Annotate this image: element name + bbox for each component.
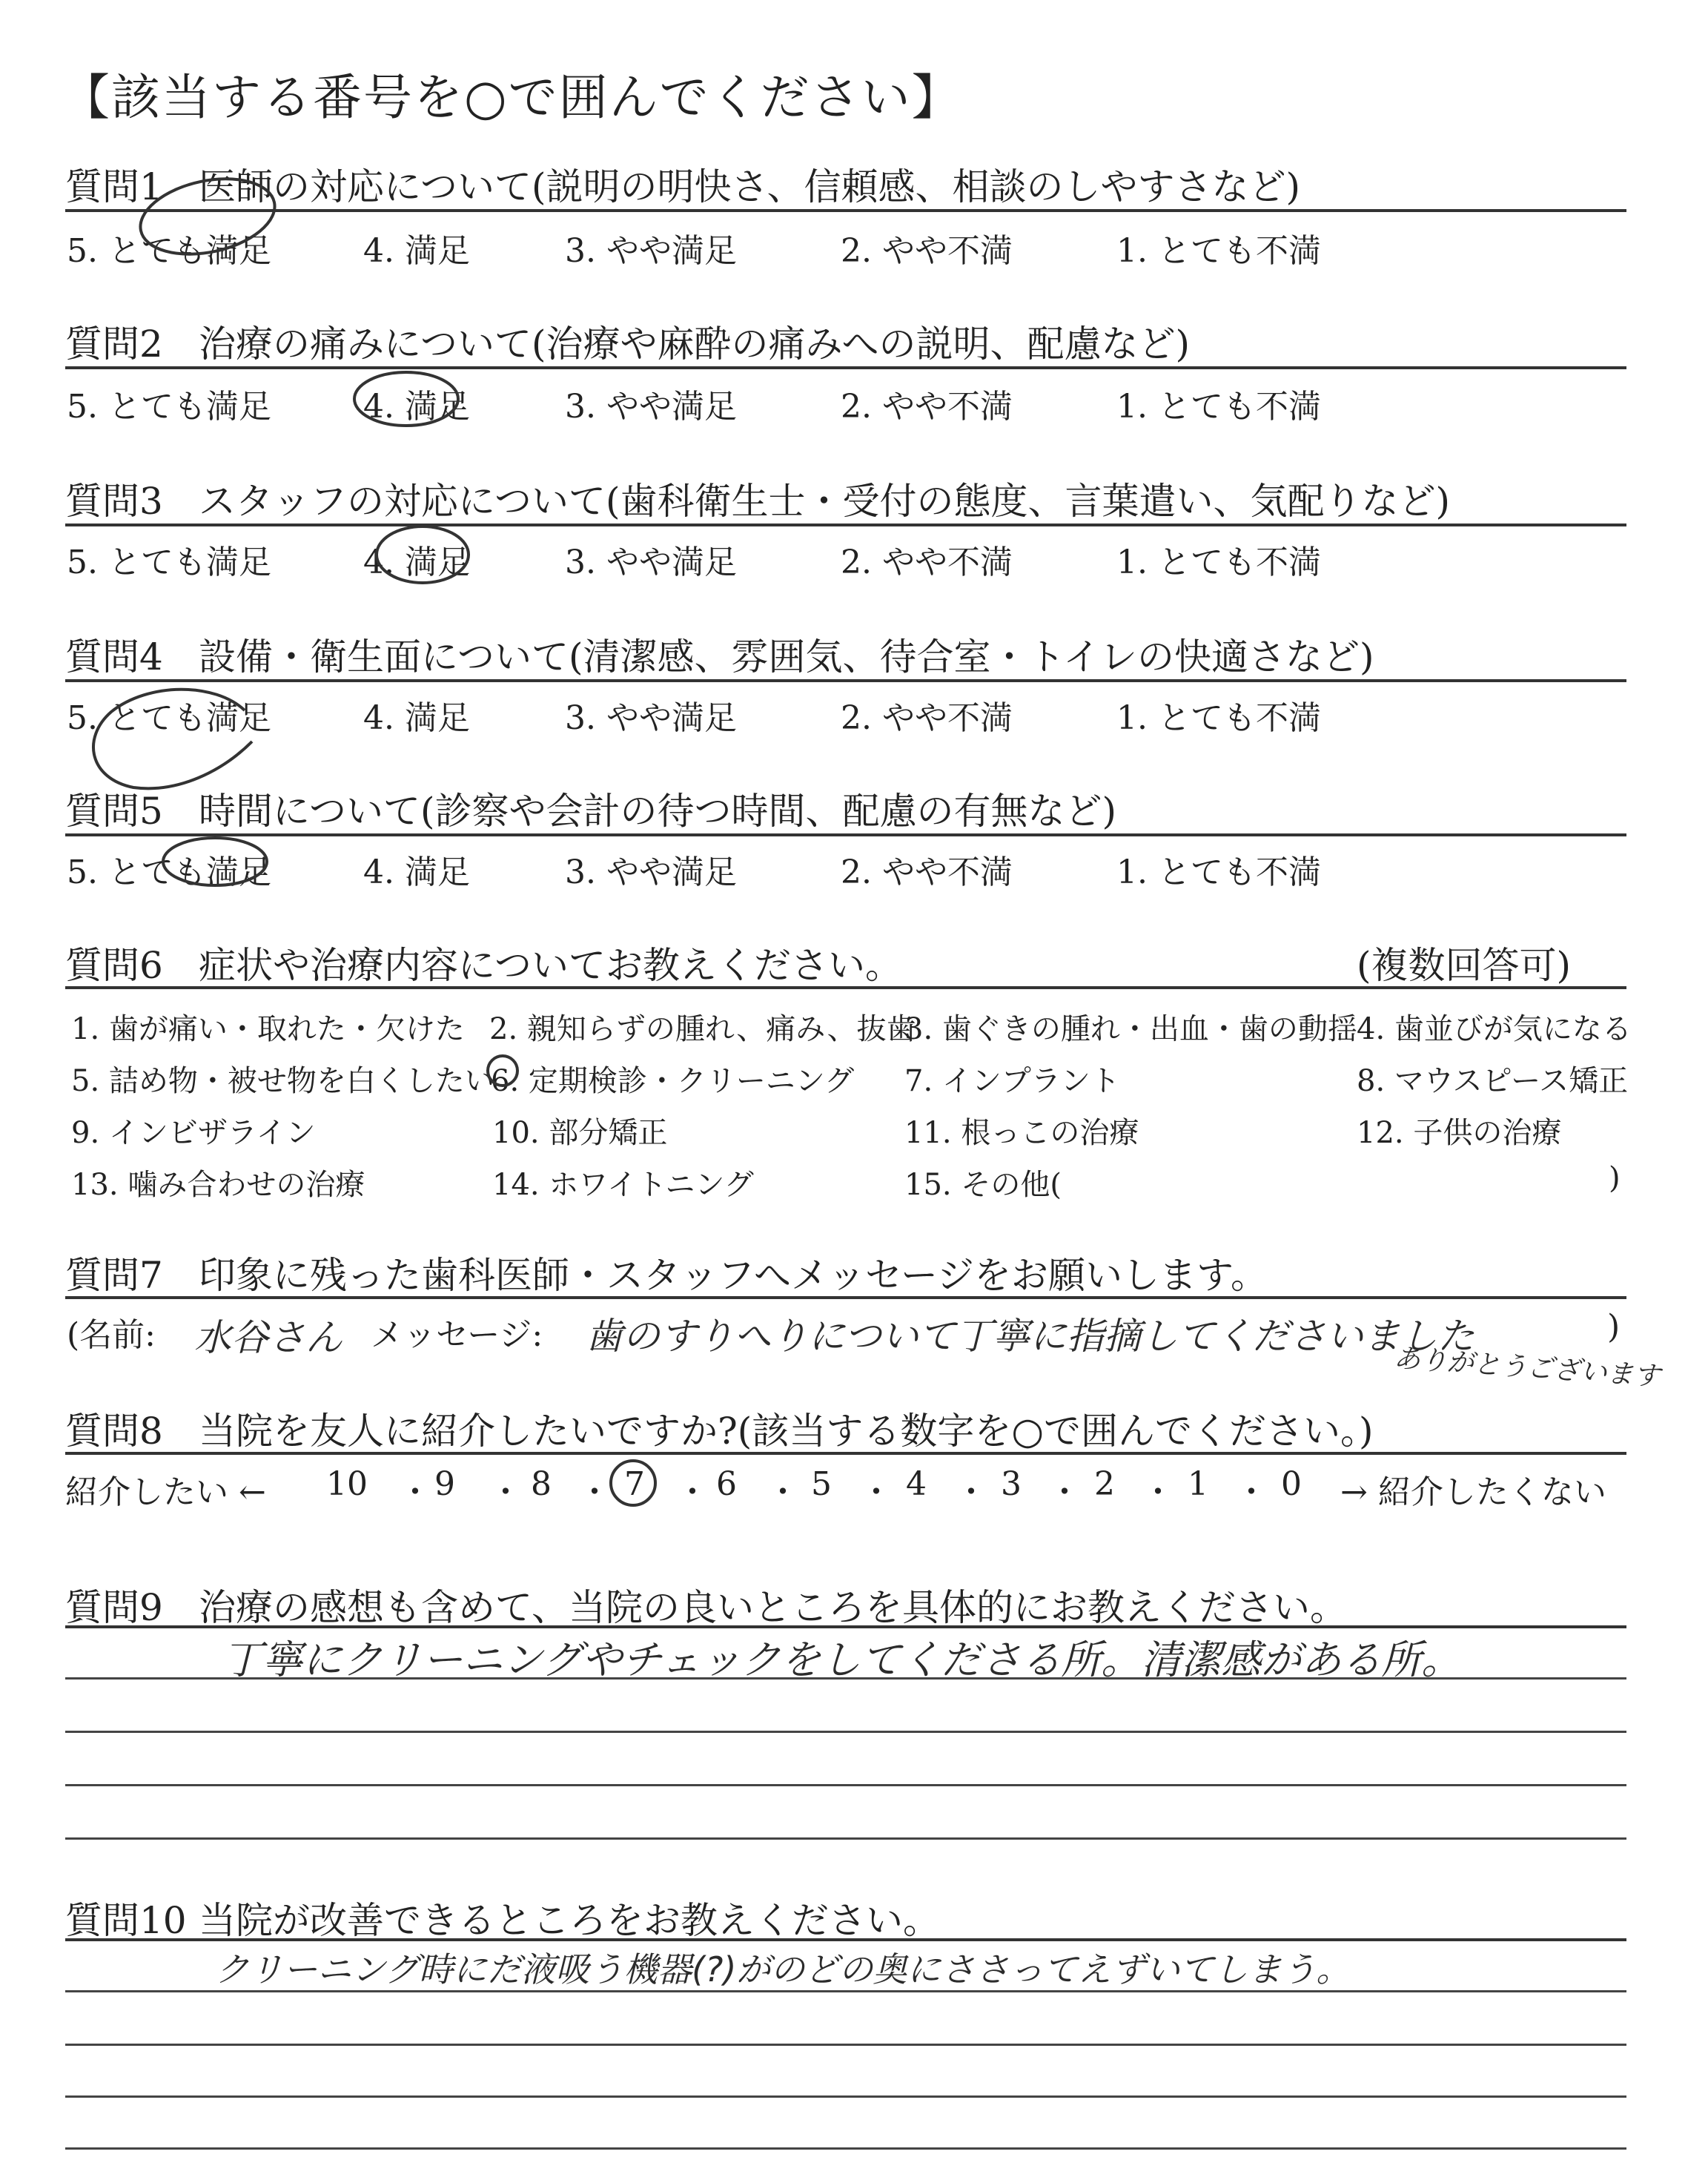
scale-right-label: → 紹介したくない — [1340, 1473, 1606, 1511]
question-9-text: 治療の感想も含めて、当院の良いところを具体的にお教えください。 — [199, 1586, 1347, 1629]
scale-4[interactable]: 4 — [906, 1465, 927, 1503]
scale-dot: ・ — [767, 1473, 799, 1511]
question-8-text: 当院を友人に紹介したいですか?(該当する数字を○で囲んでください。) — [199, 1410, 1374, 1453]
checkbox-item-7[interactable]: 7. インプラント — [904, 1064, 1120, 1098]
checkbox-item-14[interactable]: 14. ホワイトニング — [492, 1168, 754, 1202]
scale-dot: ・ — [1048, 1473, 1081, 1511]
option-3[interactable]: 3. やや満足 — [565, 232, 737, 270]
checkbox-item-9[interactable]: 9. インビザライン — [71, 1116, 316, 1150]
scale-dot: ・ — [955, 1473, 987, 1511]
option-3[interactable]: 3. やや満足 — [565, 388, 737, 426]
checkbox-item-4[interactable]: 4. 歯並びが気になる — [1357, 1012, 1632, 1046]
question-1-text: 医師の対応について(説明の明快さ、信頼感、相談のしやすさなど) — [199, 165, 1301, 208]
option-3[interactable]: 3. やや満足 — [565, 699, 737, 737]
question-5-text: 時間について(診察や会計の待つ時間、配慮の有無など) — [199, 790, 1117, 833]
selection-circle-q3 — [377, 526, 469, 583]
checkbox-item-1[interactable]: 1. 歯が痛い・取れた・欠けた — [71, 1012, 465, 1046]
selection-circle-q8 — [611, 1461, 655, 1505]
scale-8[interactable]: 8 — [531, 1465, 552, 1503]
name-value[interactable]: 水谷さん — [194, 1316, 342, 1359]
option-2[interactable]: 2. やや不満 — [841, 699, 1013, 737]
selection-circle-q6 — [488, 1056, 517, 1086]
option-2[interactable]: 2. やや不満 — [841, 232, 1013, 270]
question-1-label: 質問1 — [65, 165, 163, 208]
scale-dot: ・ — [578, 1473, 611, 1511]
question-3-text: スタッフの対応について(歯科衛生士・受付の態度、言葉遣い、気配りなど) — [199, 480, 1451, 523]
scale-dot: ・ — [676, 1473, 709, 1511]
option-4[interactable]: 4. 満足 — [363, 699, 470, 737]
checkbox-item-2[interactable]: 2. 親知らずの腫れ、痛み、抜歯 — [489, 1012, 916, 1046]
scale-9[interactable]: 9 — [434, 1465, 455, 1503]
option-4[interactable]: 4. 満足 — [363, 232, 470, 270]
option-3[interactable]: 3. やや満足 — [565, 544, 737, 581]
scale-dot: ・ — [1142, 1473, 1174, 1511]
selection-circle-q5 — [163, 838, 267, 885]
question-6-text: 症状や治療内容についてお教えください。 — [199, 944, 902, 987]
selection-circle-q1 — [133, 168, 282, 265]
checkbox-item-12[interactable]: 12. 子供の治療 — [1357, 1116, 1562, 1150]
scale-5[interactable]: 5 — [811, 1465, 832, 1503]
option-1[interactable]: 1. とても不満 — [1116, 232, 1321, 270]
scale-0[interactable]: 0 — [1281, 1465, 1302, 1503]
question-7-text: 印象に残った歯科医師・スタッフへメッセージをお願いします。 — [199, 1254, 1268, 1297]
other-close-paren: ) — [1609, 1161, 1621, 1195]
message-label: メッセージ: — [371, 1316, 543, 1354]
name-label: (名前: — [67, 1316, 156, 1354]
checkbox-item-5[interactable]: 5. 詰め物・被せ物を白くしたい — [71, 1064, 494, 1098]
scale-dot: ・ — [860, 1473, 893, 1511]
option-2[interactable]: 2. やや不満 — [841, 544, 1013, 581]
scale-6[interactable]: 6 — [716, 1465, 737, 1503]
option-4[interactable]: 4. 満足 — [363, 544, 470, 581]
checkbox-item-13[interactable]: 13. 噛み合わせの治療 — [71, 1168, 365, 1202]
answer-text[interactable]: クリーニング時にだ液吸う機器(?)がのどの奥にささってえずいてしまう。 — [215, 1949, 1351, 1989]
question-9-label: 質問9 — [65, 1586, 163, 1629]
option-4[interactable]: 4. 満足 — [363, 388, 470, 426]
option-5[interactable]: 5. とても満足 — [67, 853, 271, 891]
option-2[interactable]: 2. やや不満 — [841, 388, 1013, 426]
message-value[interactable]: 歯のすりへりについて丁寧に指摘してくださいました — [586, 1315, 1474, 1358]
scale-left-label: 紹介したい ← — [65, 1473, 266, 1511]
checkbox-item-6[interactable]: 6. 定期検診・クリーニング — [491, 1064, 855, 1098]
question-3-label: 質問3 — [65, 480, 163, 523]
question-2-label: 質問2 — [65, 323, 163, 366]
option-1[interactable]: 1. とても不満 — [1116, 699, 1321, 737]
scale-7[interactable]: 7 — [624, 1465, 645, 1503]
multiple-answer-note: (複数回答可) — [1357, 944, 1572, 987]
message-continued: ありがとうございます — [1392, 1343, 1661, 1393]
question-4-text: 設備・衛生面について(清潔感、雰囲気、待合室・トイレの快適さなど) — [199, 635, 1374, 678]
question-7-label: 質問7 — [65, 1254, 163, 1297]
question-10-text: 当院が改善できるところをお教えください。 — [199, 1899, 940, 1942]
scale-2[interactable]: 2 — [1094, 1465, 1115, 1503]
option-5[interactable]: 5. とても満足 — [67, 232, 271, 270]
page-title: 【該当する番号を○で囲んでください】 — [61, 69, 962, 126]
option-5[interactable]: 5. とても満足 — [67, 699, 271, 737]
scale-1[interactable]: 1 — [1188, 1465, 1208, 1503]
option-2[interactable]: 2. やや不満 — [841, 853, 1013, 891]
option-1[interactable]: 1. とても不満 — [1116, 544, 1321, 581]
message-close-paren: ) — [1607, 1308, 1621, 1346]
question-5-label: 質問5 — [65, 790, 163, 833]
scale-3[interactable]: 3 — [1001, 1465, 1022, 1503]
question-4-label: 質問4 — [65, 635, 163, 678]
question-10-label: 質問10 — [65, 1899, 187, 1942]
question-2-text: 治療の痛みについて(治療や麻酔の痛みへの説明、配慮など) — [199, 323, 1191, 366]
selection-circle-q2 — [354, 372, 458, 426]
option-1[interactable]: 1. とても不満 — [1116, 388, 1321, 426]
question-8-label: 質問8 — [65, 1410, 163, 1453]
checkbox-item-15[interactable]: 15. その他( — [904, 1168, 1062, 1202]
scale-10[interactable]: 10 — [326, 1465, 368, 1503]
selection-circle-q4 — [93, 690, 252, 789]
checkbox-item-3[interactable]: 3. 歯ぐきの腫れ・出血・歯の動揺 — [904, 1012, 1357, 1046]
option-5[interactable]: 5. とても満足 — [67, 388, 271, 426]
option-4[interactable]: 4. 満足 — [363, 853, 470, 891]
answer-text[interactable]: 丁寧にクリーニングやチェックをしてくださる所。清潔感がある所。 — [222, 1636, 1462, 1683]
question-6-label: 質問6 — [65, 944, 163, 987]
option-1[interactable]: 1. とても不満 — [1116, 853, 1321, 891]
checkbox-item-10[interactable]: 10. 部分矯正 — [492, 1116, 668, 1150]
checkbox-item-8[interactable]: 8. マウスピース矯正 — [1357, 1064, 1629, 1098]
scale-dot: ・ — [489, 1473, 522, 1511]
scale-dot: ・ — [399, 1473, 431, 1511]
option-3[interactable]: 3. やや満足 — [565, 853, 737, 891]
option-5[interactable]: 5. とても満足 — [67, 544, 271, 581]
scale-dot: ・ — [1235, 1473, 1268, 1511]
checkbox-item-11[interactable]: 11. 根っこの治療 — [904, 1116, 1139, 1150]
